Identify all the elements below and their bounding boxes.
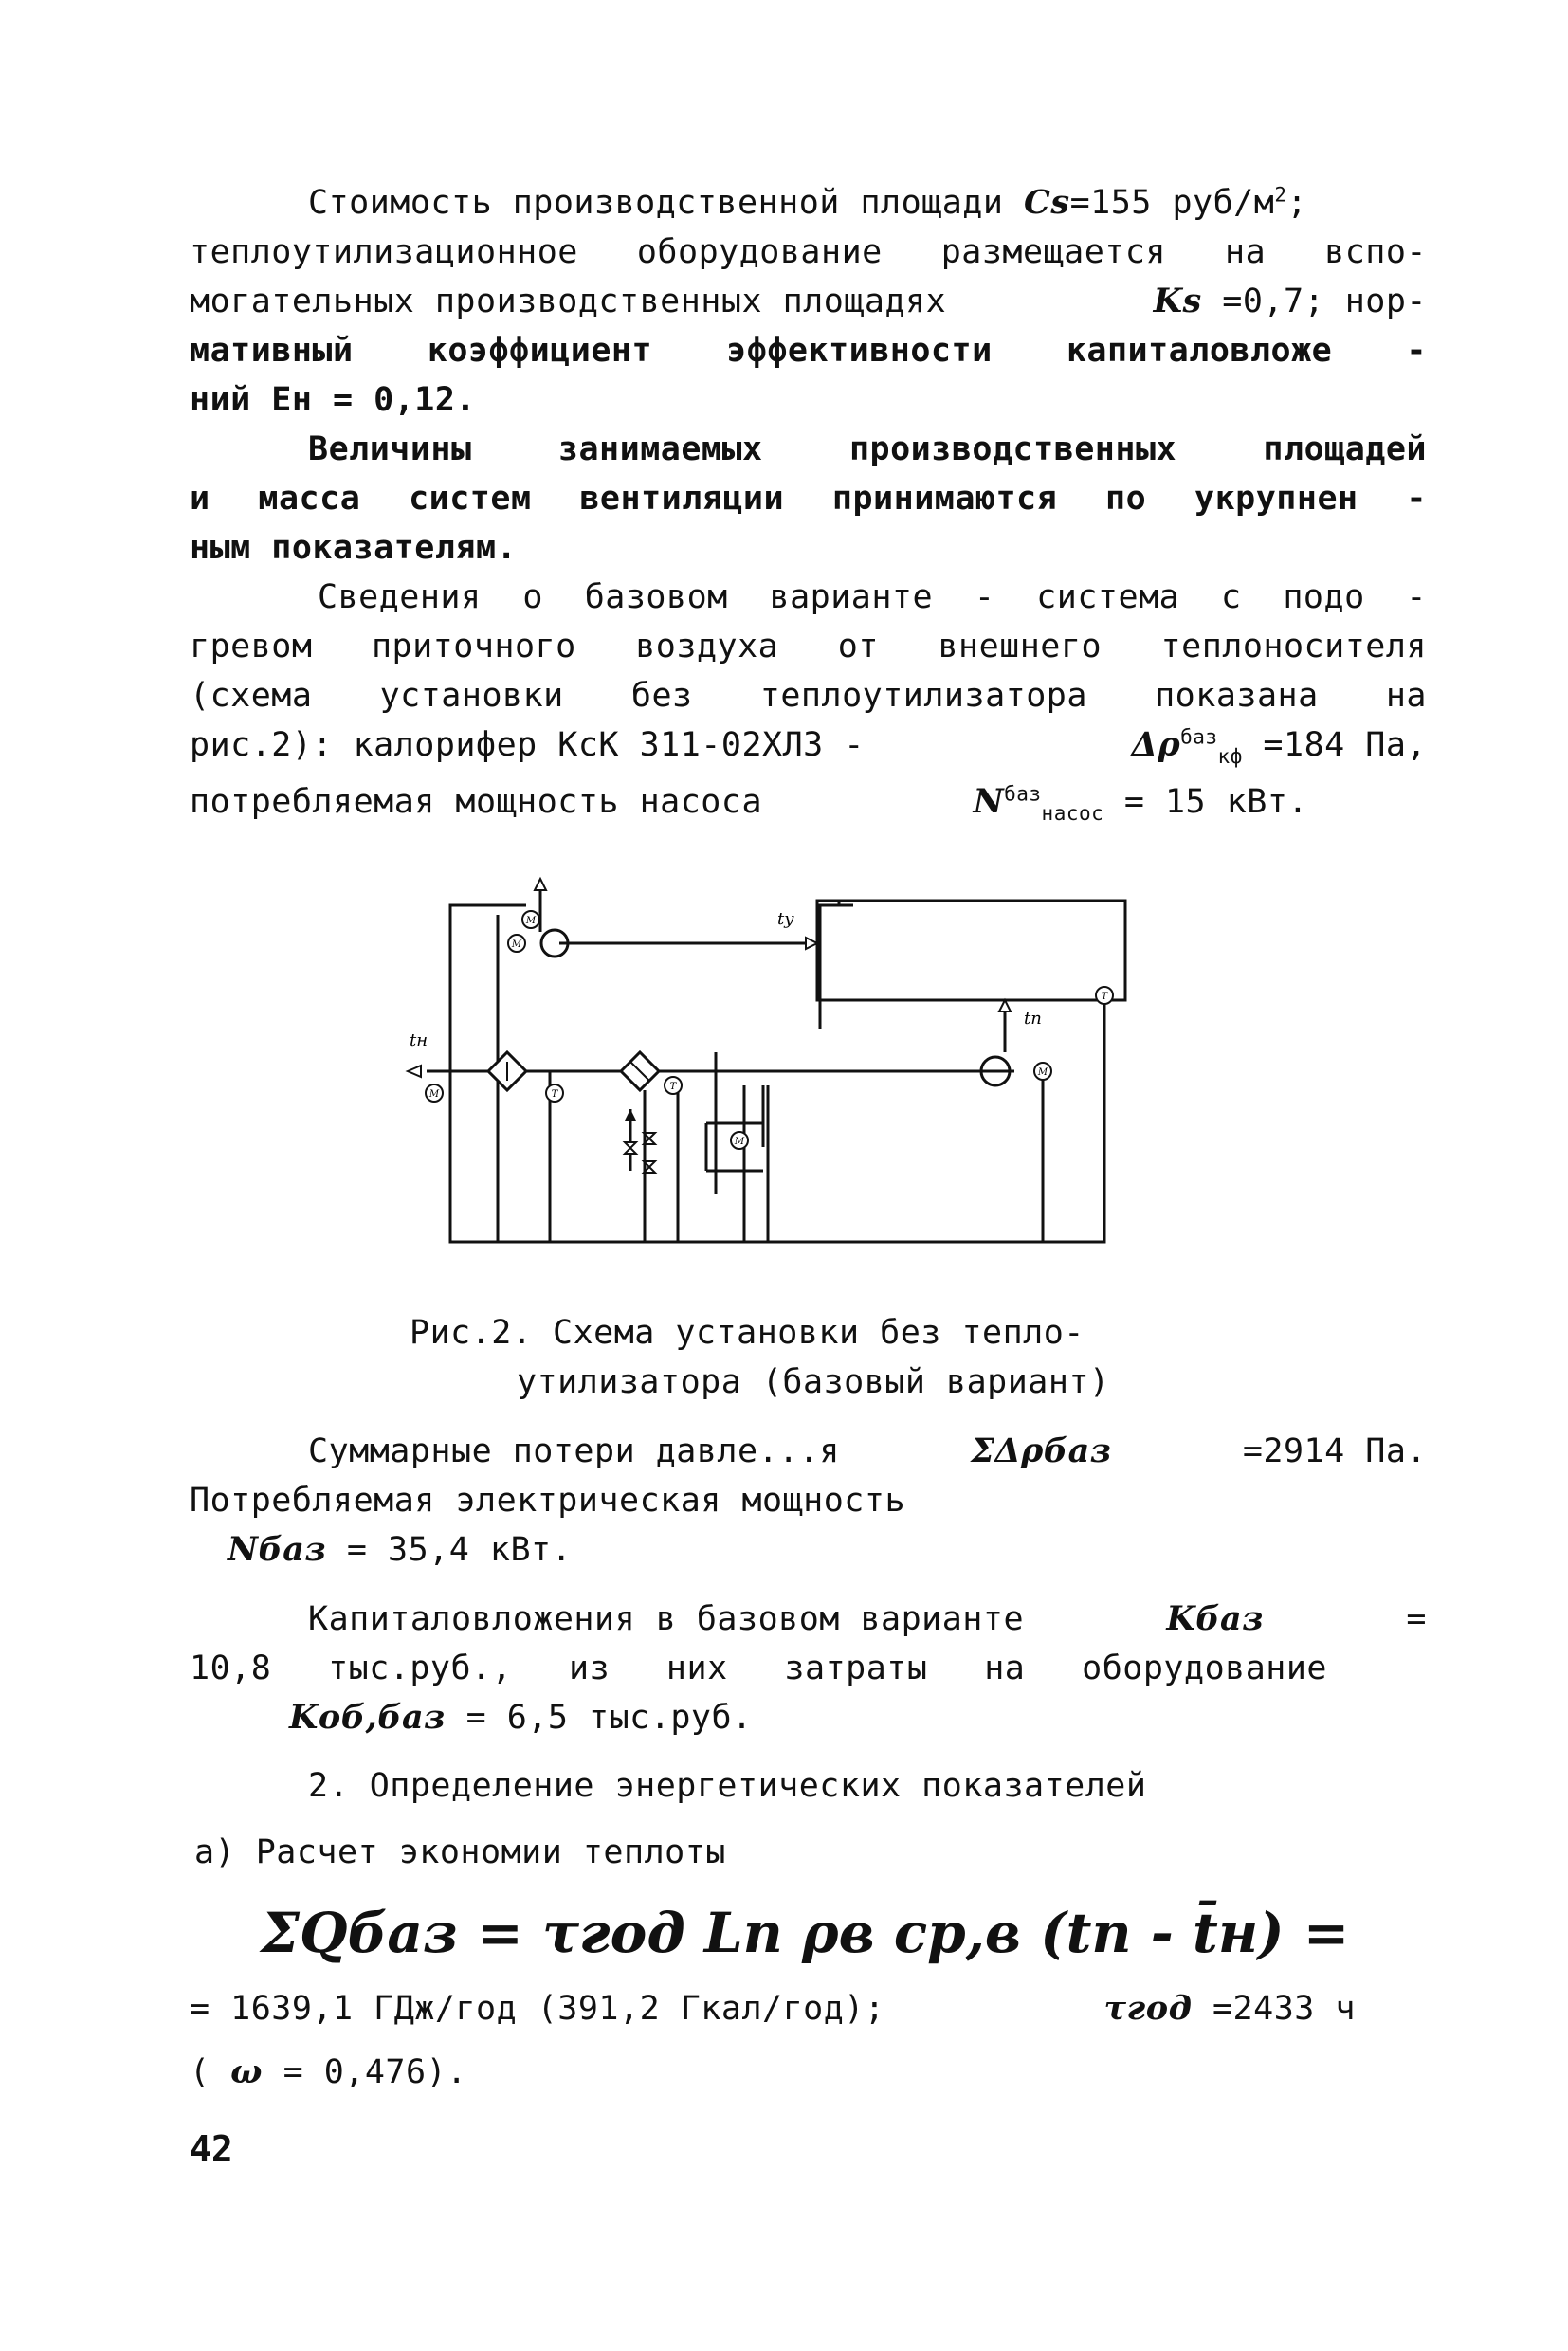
- section-heading: 2. Определение энергетических показателей: [308, 1767, 1147, 1805]
- para2-line2: и масса систем вентиляции принимаются по укрупнен -: [190, 480, 1427, 518]
- room-box: [817, 901, 1125, 1000]
- temp-sensor-label: T: [551, 1089, 558, 1100]
- subsection-heading: а) Расчет экономии теплоты: [194, 1833, 726, 1871]
- symbol-k-base: Kбаз: [1166, 1599, 1265, 1638]
- para1-line1: Стоимость производственной площади Cs=155 руб/$м^2$;: [308, 183, 1308, 222]
- symbol-ks: Ks: [1153, 282, 1202, 320]
- supply-riser-arrow-icon: [999, 1000, 1011, 1011]
- symbol-omega: ω: [230, 2052, 263, 2091]
- exhaust-outlet-arrow-icon: [535, 879, 546, 890]
- valve-icon: [625, 1142, 636, 1154]
- para1-line4: мативный коэффициент эффективности капиталовложе -: [190, 332, 1427, 370]
- figure-caption-line1: Рис.2. Схема установки без тепло-: [410, 1314, 1085, 1352]
- label-ty: tу: [777, 909, 794, 929]
- para1-line3: могательных производственных площадях Ks =0,7; нор-: [190, 282, 1427, 320]
- label-tn: tн: [410, 1030, 428, 1050]
- para5-line1: Капиталовложения в базовом варианте Kбаз =: [308, 1595, 1427, 1644]
- para3-line3: (схема установки без теплоутилизатора показана на: [190, 677, 1427, 715]
- symbol-cs: Cs: [1024, 183, 1070, 222]
- motor-label: M: [1037, 1067, 1048, 1078]
- para5-line3: Kоб,баз = 6,5 тыс.руб.: [289, 1698, 753, 1737]
- para3-line1: Сведения о базовом варианте - система с подо -: [318, 578, 1427, 616]
- para3-line2: гревом приточного воздуха от внешнего теплоносителя: [190, 628, 1427, 665]
- para1-line5: ний Ен = 0,12.: [190, 381, 477, 419]
- installation-schematic: [389, 858, 1128, 1256]
- symbol-n-pump: N: [973, 782, 1005, 821]
- para4-line1: Суммарные потери давле...я ΣΔρбаз =2914 Па.: [308, 1427, 1427, 1476]
- symbol-delta-p-kf: Δρ: [1131, 725, 1181, 764]
- para4-line2: Потребляемая электрическая мощность: [190, 1482, 906, 1520]
- motor-label: M: [525, 916, 537, 926]
- symbol-tau-year: τгод: [1103, 1989, 1193, 2028]
- motor-label: M: [428, 1089, 440, 1100]
- symbol-n-base: Nбаз: [228, 1530, 327, 1569]
- temp-sensor-label: T: [1101, 992, 1108, 1002]
- symbol-sum-dp: ΣΔρбаз: [971, 1431, 1112, 1470]
- result-line2: ( ω = 0,476).: [190, 2052, 467, 2091]
- para2-line3: ным показателям.: [190, 529, 518, 567]
- motor-label: M: [511, 939, 522, 950]
- label-tp: tп: [1024, 1009, 1042, 1029]
- heat-savings-formula: ΣQбаз = τгод Lп ρв cр,в (tп - t̄н) =: [261, 1901, 1350, 1965]
- para3-line4: рис.2): калорифер КсК 311-02ХЛЗ - $\Delta\rho^{баз}_{кф} =184$ Па,: [190, 725, 1427, 768]
- figure-caption-line2: утилизатора (базовый вариант): [517, 1363, 1110, 1401]
- page-number: 42: [190, 2128, 233, 2170]
- para3-line5: потребляемая мощность насоса $N^{баз}_{насос} = 15$ кВт.: [190, 782, 1308, 825]
- para2-line1: Величины занимаемых производственных площадей: [308, 430, 1427, 468]
- symbol-k-equipment: Kоб,баз: [289, 1698, 447, 1737]
- para1-line2: теплоутилизационное оборудование размещается на вспо-: [190, 233, 1427, 271]
- motor-label: M: [734, 1137, 745, 1147]
- temp-sensor-label: T: [669, 1082, 677, 1092]
- para5-line2: 10,8 тыс.руб., из них затраты на оборудование: [190, 1649, 1327, 1687]
- outdoor-inlet-arrow-icon: [408, 1066, 421, 1077]
- room-inlet-arrow-icon: [806, 938, 817, 949]
- result-line1: = 1639,1 ГДж/год (391,2 Гкал/год); τгод =2433 ч: [190, 1989, 1356, 2028]
- para4-line3: Nбаз = 35,4 кВт.: [228, 1530, 573, 1569]
- valve-arrow-icon: [625, 1109, 636, 1121]
